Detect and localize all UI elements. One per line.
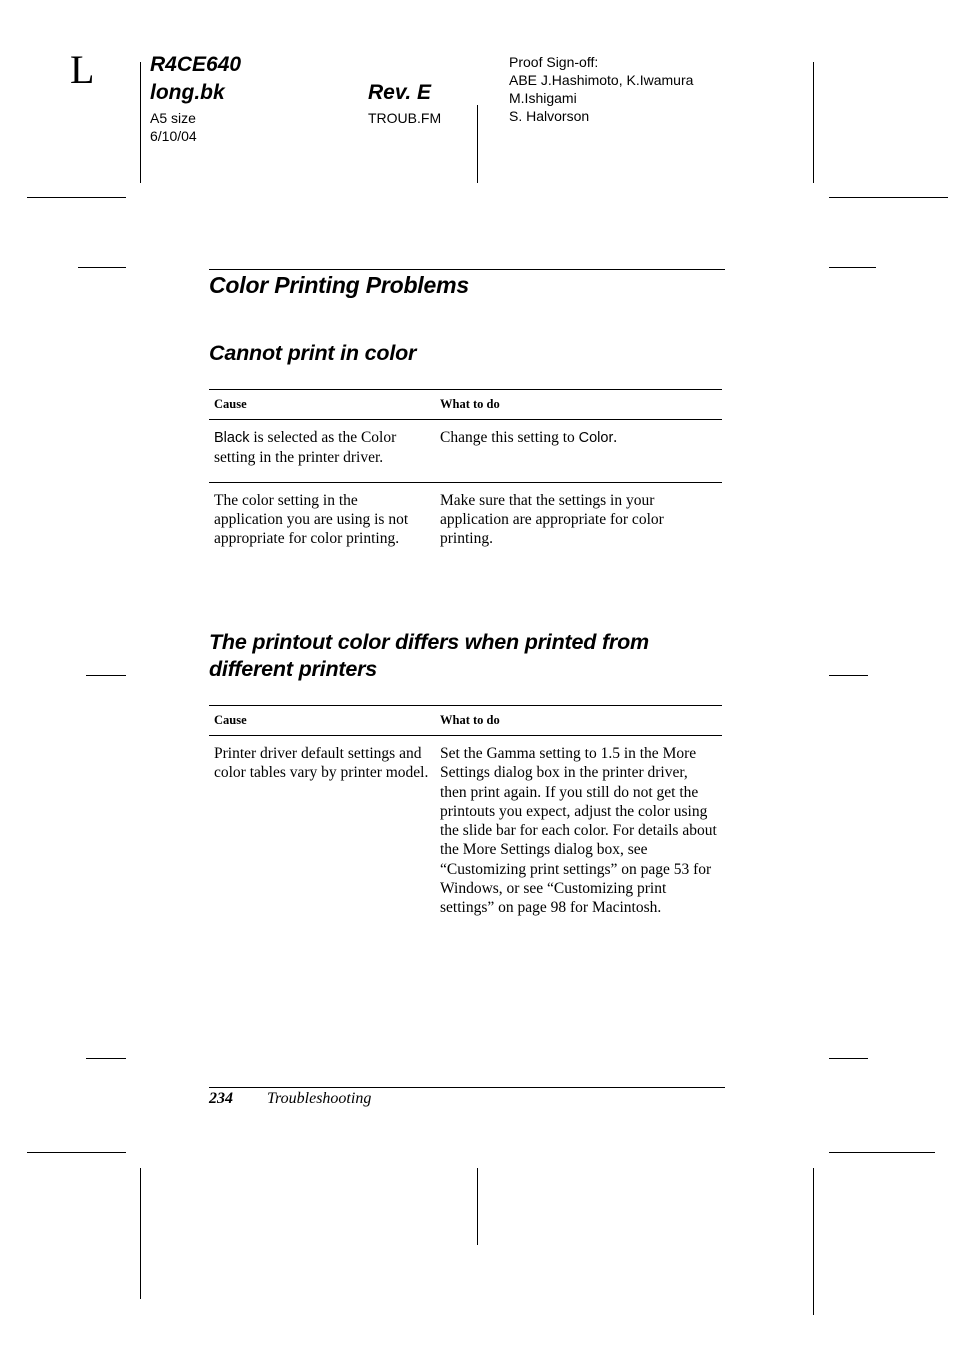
- column-header-action: What to do: [435, 706, 722, 736]
- page-size: A5 size: [150, 110, 196, 126]
- corner-mark: L: [70, 47, 95, 92]
- cause-text: is selected as the Color setting in the printer driver.: [214, 429, 397, 467]
- header-date: 6/10/04: [150, 128, 197, 144]
- subsection-title: The printout color differs when printed from: [209, 630, 649, 654]
- footer-rule: [209, 1087, 725, 1088]
- ui-term: Black: [214, 430, 250, 446]
- proof-signers: S. Halvorson: [509, 108, 590, 124]
- page-number: 234: [209, 1090, 233, 1107]
- crop-mark: [477, 1168, 478, 1245]
- book-name: long.bk: [150, 81, 225, 104]
- crop-mark: [813, 62, 814, 183]
- action-cell: Make sure that the settings in your application are appropriate for color printing.: [440, 491, 664, 548]
- table-row: [209, 420, 722, 483]
- proof-signers: M.Ishigami: [509, 90, 577, 106]
- cause-cell: [209, 420, 435, 483]
- table-row: [209, 736, 722, 932]
- troubleshooting-table: [209, 705, 722, 932]
- crop-mark: [813, 1168, 814, 1315]
- crop-mark: [86, 675, 126, 676]
- action-text: Change this setting to: [440, 429, 579, 446]
- ui-term: Color: [578, 430, 614, 446]
- column-header-cause: Cause: [209, 390, 435, 420]
- crop-mark: [829, 1058, 868, 1059]
- chapter-title: Troubleshooting: [267, 1090, 372, 1107]
- crop-mark: [27, 197, 126, 198]
- column-header-cause: Cause: [209, 706, 435, 736]
- crop-mark: [829, 1152, 935, 1153]
- file-name: TROUB.FM: [368, 110, 442, 126]
- crop-mark: [829, 267, 876, 268]
- revision: Rev. E: [368, 81, 432, 104]
- crop-mark: [78, 267, 126, 268]
- crop-mark: [477, 105, 478, 183]
- column-header-action: What to do: [435, 390, 722, 420]
- crop-mark: [829, 197, 948, 198]
- action-text: .: [613, 429, 618, 446]
- table-row: [209, 482, 722, 562]
- subsection-title: Cannot print in color: [209, 341, 417, 365]
- action-cell: Set the Gamma setting to 1.5 in the More Settings dialog box in the printer driver, then print again. If you still do not get the printouts you expect, adjust the color using the slide bar for each color. For details about the More Settings dialog box, see “Customizing print settings” on page 53 for Windows, or see “Customizing print settings” on page 98 for Macintosh.: [440, 745, 717, 917]
- crop-mark: [140, 62, 141, 183]
- cause-cell: The color setting in the application you are using is not appropriate for color printing.: [214, 491, 409, 548]
- crop-mark: [829, 675, 868, 676]
- crop-mark: [140, 1168, 141, 1299]
- proof-signers: ABE J.Hashimoto, K.Iwamura: [509, 72, 694, 88]
- troubleshooting-table: [209, 389, 722, 562]
- subsection-title: different printers: [209, 657, 378, 681]
- section-title: Color Printing Problems: [209, 272, 469, 298]
- model-name: R4CE640: [150, 53, 242, 76]
- action-cell: [435, 420, 722, 483]
- cause-cell: Printer driver default settings and color tables vary by printer model.: [214, 745, 429, 782]
- crop-mark: [27, 1152, 126, 1153]
- crop-mark: [86, 1058, 126, 1059]
- proof-label: Proof Sign-off:: [509, 54, 599, 70]
